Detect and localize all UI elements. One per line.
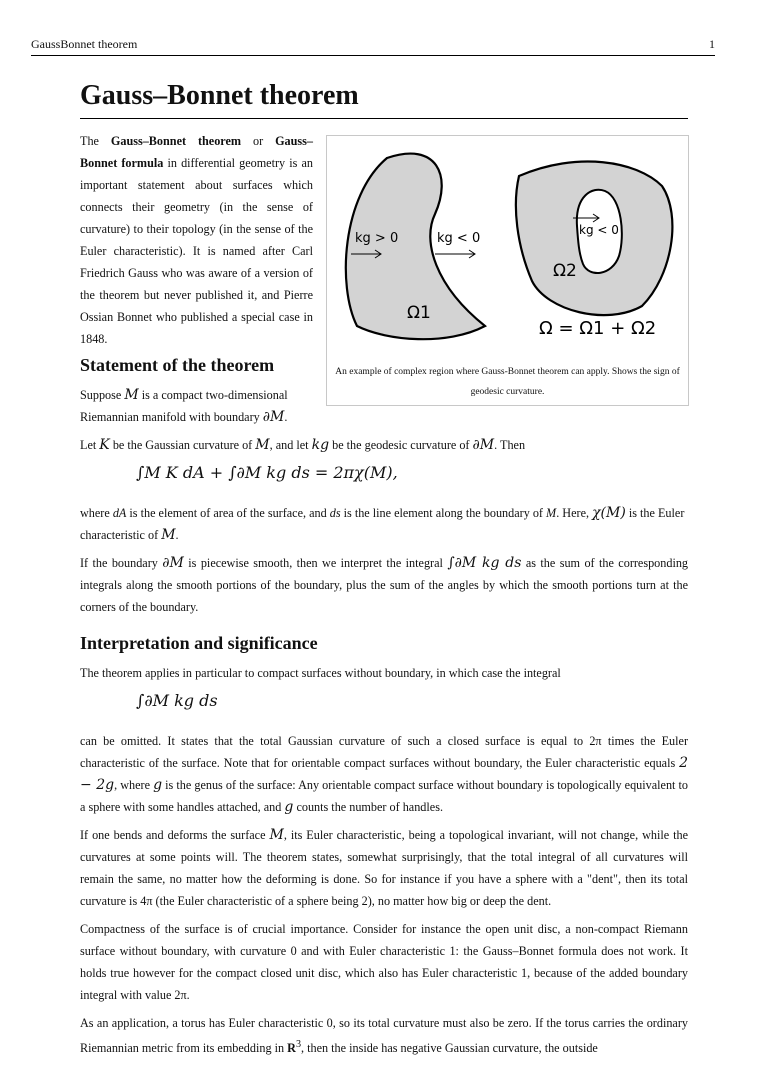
text: , then the inside has negative Gaussian curvature, the outside	[301, 1041, 598, 1056]
interp-paragraph-2	[80, 730, 688, 818]
math-dm: ∂M	[472, 437, 495, 453]
interp-paragraph-3	[80, 824, 688, 912]
text: as the sum of the corresponding integrals along the smooth portions of the boundary, plus the sum of the angles by which the smooth portions turn at the corners of the boundary.	[80, 556, 689, 614]
label-omega1: Ω1	[407, 303, 431, 323]
text: Let	[80, 438, 97, 452]
text: is the line element along the boundary of	[343, 506, 543, 520]
statement-paragraph-1	[80, 384, 312, 428]
figure-caption: An example of complex region where Gauss-Bonnet theorem can apply. Shows the sign of geodesic curvature.	[335, 367, 680, 397]
math-k: K	[99, 437, 110, 453]
math-chi: χ(M)	[592, 505, 626, 521]
text: Suppose	[80, 388, 122, 402]
text: can be omitted. It states that the total Gaussian curvature of such a closed surface is equal to 2π times the Euler characteristic of the surface. Note that for orientable compact surfaces without boundary, the Euler characteristic equals	[80, 734, 688, 770]
math-dm: ∂M	[262, 409, 285, 425]
intro-paragraph	[80, 130, 313, 350]
text: If the boundary	[80, 556, 158, 570]
bold-term: Gauss–Bonnet theorem	[110, 134, 242, 148]
interp-paragraph-5	[80, 1012, 688, 1059]
math-dm: ∂M	[162, 555, 184, 571]
math-m: M	[255, 437, 270, 453]
text: , its Euler characteristic, being a topological invariant, will not change, while the curvatures at some points will. The theorem states, somewhat surprisingly, that the total integral of all curvatures will remain the same, no matter how the deforming is done. So for instance if you have a sphere with a "dent", then its total curvature is 4π (the Euler characteristic of a sphere being 2), no matter how big or deep the dent.	[80, 828, 688, 908]
statement-paragraph-2	[80, 434, 688, 456]
text: is the genus of the surface: Any orientable compact surface without boundary is topologically equivalent to a sphere with some handles attached, and	[80, 778, 688, 814]
text: . Here,	[556, 506, 590, 520]
gauss-bonnet-formula: ∫M K dA + ∫∂M kg ds = 2πχ(M),	[136, 463, 398, 482]
math-ds: ds	[329, 506, 341, 520]
text: be the Gaussian curvature of	[112, 438, 253, 452]
statement-section	[80, 340, 688, 1065]
figure-diagram	[327, 136, 688, 361]
text: is a compact two-dimensional Riemannian manifold with boundary	[80, 388, 288, 424]
running-title: GaussBonnet theorem	[31, 37, 138, 51]
text: If one bends and deforms the surface	[80, 828, 266, 842]
intro-text: The	[80, 134, 99, 148]
interp-paragraph-4: Compactness of the surface is of crucial importance. Consider for instance the open unit disc, a non-compact Riemann surface without boundary, with curvature 0 and with Euler characteristic 1: the Gauss–Bonnet formula does not work. It holds true however for the compact closed unit disc, which also has Euler characteristic 1, because of the added boundary integral with value 2π.	[80, 922, 688, 1002]
math-m: M	[269, 827, 284, 843]
page-number: 1	[709, 37, 715, 51]
math-m: M	[124, 387, 139, 403]
interp-paragraph-1: The theorem applies in particular to compact surfaces without boundary, in which case the integral	[80, 666, 561, 680]
text: be the geodesic curvature of	[332, 438, 470, 452]
text: , and let	[269, 438, 309, 452]
text: .	[175, 528, 179, 542]
math-g: g	[284, 799, 294, 815]
math-euler: 2 − 2g	[80, 755, 689, 793]
text: counts the number of handles.	[296, 800, 443, 814]
text: where	[80, 506, 110, 520]
text: , where	[114, 778, 151, 792]
math-kg: kg	[311, 437, 330, 453]
text: .	[284, 410, 288, 424]
text: is the element of area of the surface, and	[129, 506, 327, 520]
statement-paragraph-4	[80, 552, 688, 618]
math-m: M	[546, 506, 557, 520]
bold-term: Gauss–Bonnet formula	[80, 134, 313, 170]
math-sup: 3	[295, 1039, 302, 1050]
article-title: Gauss–Bonnet theorem	[80, 80, 688, 119]
boundary-integral: ∫∂M kg ds	[136, 691, 218, 710]
math-da: dA	[112, 506, 127, 520]
intro-text: in differential geometry is an important statement about surfaces which connects their geometry (in the sense of curvature) to their topology (in the sense of the Euler characteristic). It is named after Carl Friedrich Gauss who was aware of a version of the theorem but never published it, and Pierre Ossian Bonnet who published a special case in 1848.	[80, 156, 313, 346]
label-equation: Ω = Ω1 + Ω2	[539, 318, 657, 339]
section-heading-interpretation: Interpretation and significance	[80, 633, 318, 653]
label-kg-neg: kg < 0	[437, 231, 481, 246]
label-omega2: Ω2	[553, 261, 577, 281]
math-g: g	[153, 777, 163, 793]
text: is piecewise smooth, then we interpret the integral	[188, 556, 443, 570]
text: . Then	[494, 438, 526, 452]
math-integral: ∫∂M kg ds	[447, 555, 522, 571]
text: is the Euler characteristic of	[80, 506, 685, 542]
math-r: R	[287, 1041, 296, 1056]
math-m: M	[161, 527, 176, 543]
label-kg-pos: kg > 0	[355, 231, 399, 246]
label-kg-neg-inner: kg < 0	[579, 223, 619, 237]
running-header	[31, 37, 715, 56]
section-heading-statement: Statement of the theorem	[80, 355, 275, 375]
intro-text: or	[252, 134, 264, 148]
statement-paragraph-3	[80, 502, 688, 546]
text: As an application, a torus has Euler characteristic 0, so its total curvature must also be zero. If the torus carries the ordinary Riemannian metric from its embedding in	[80, 1016, 688, 1056]
